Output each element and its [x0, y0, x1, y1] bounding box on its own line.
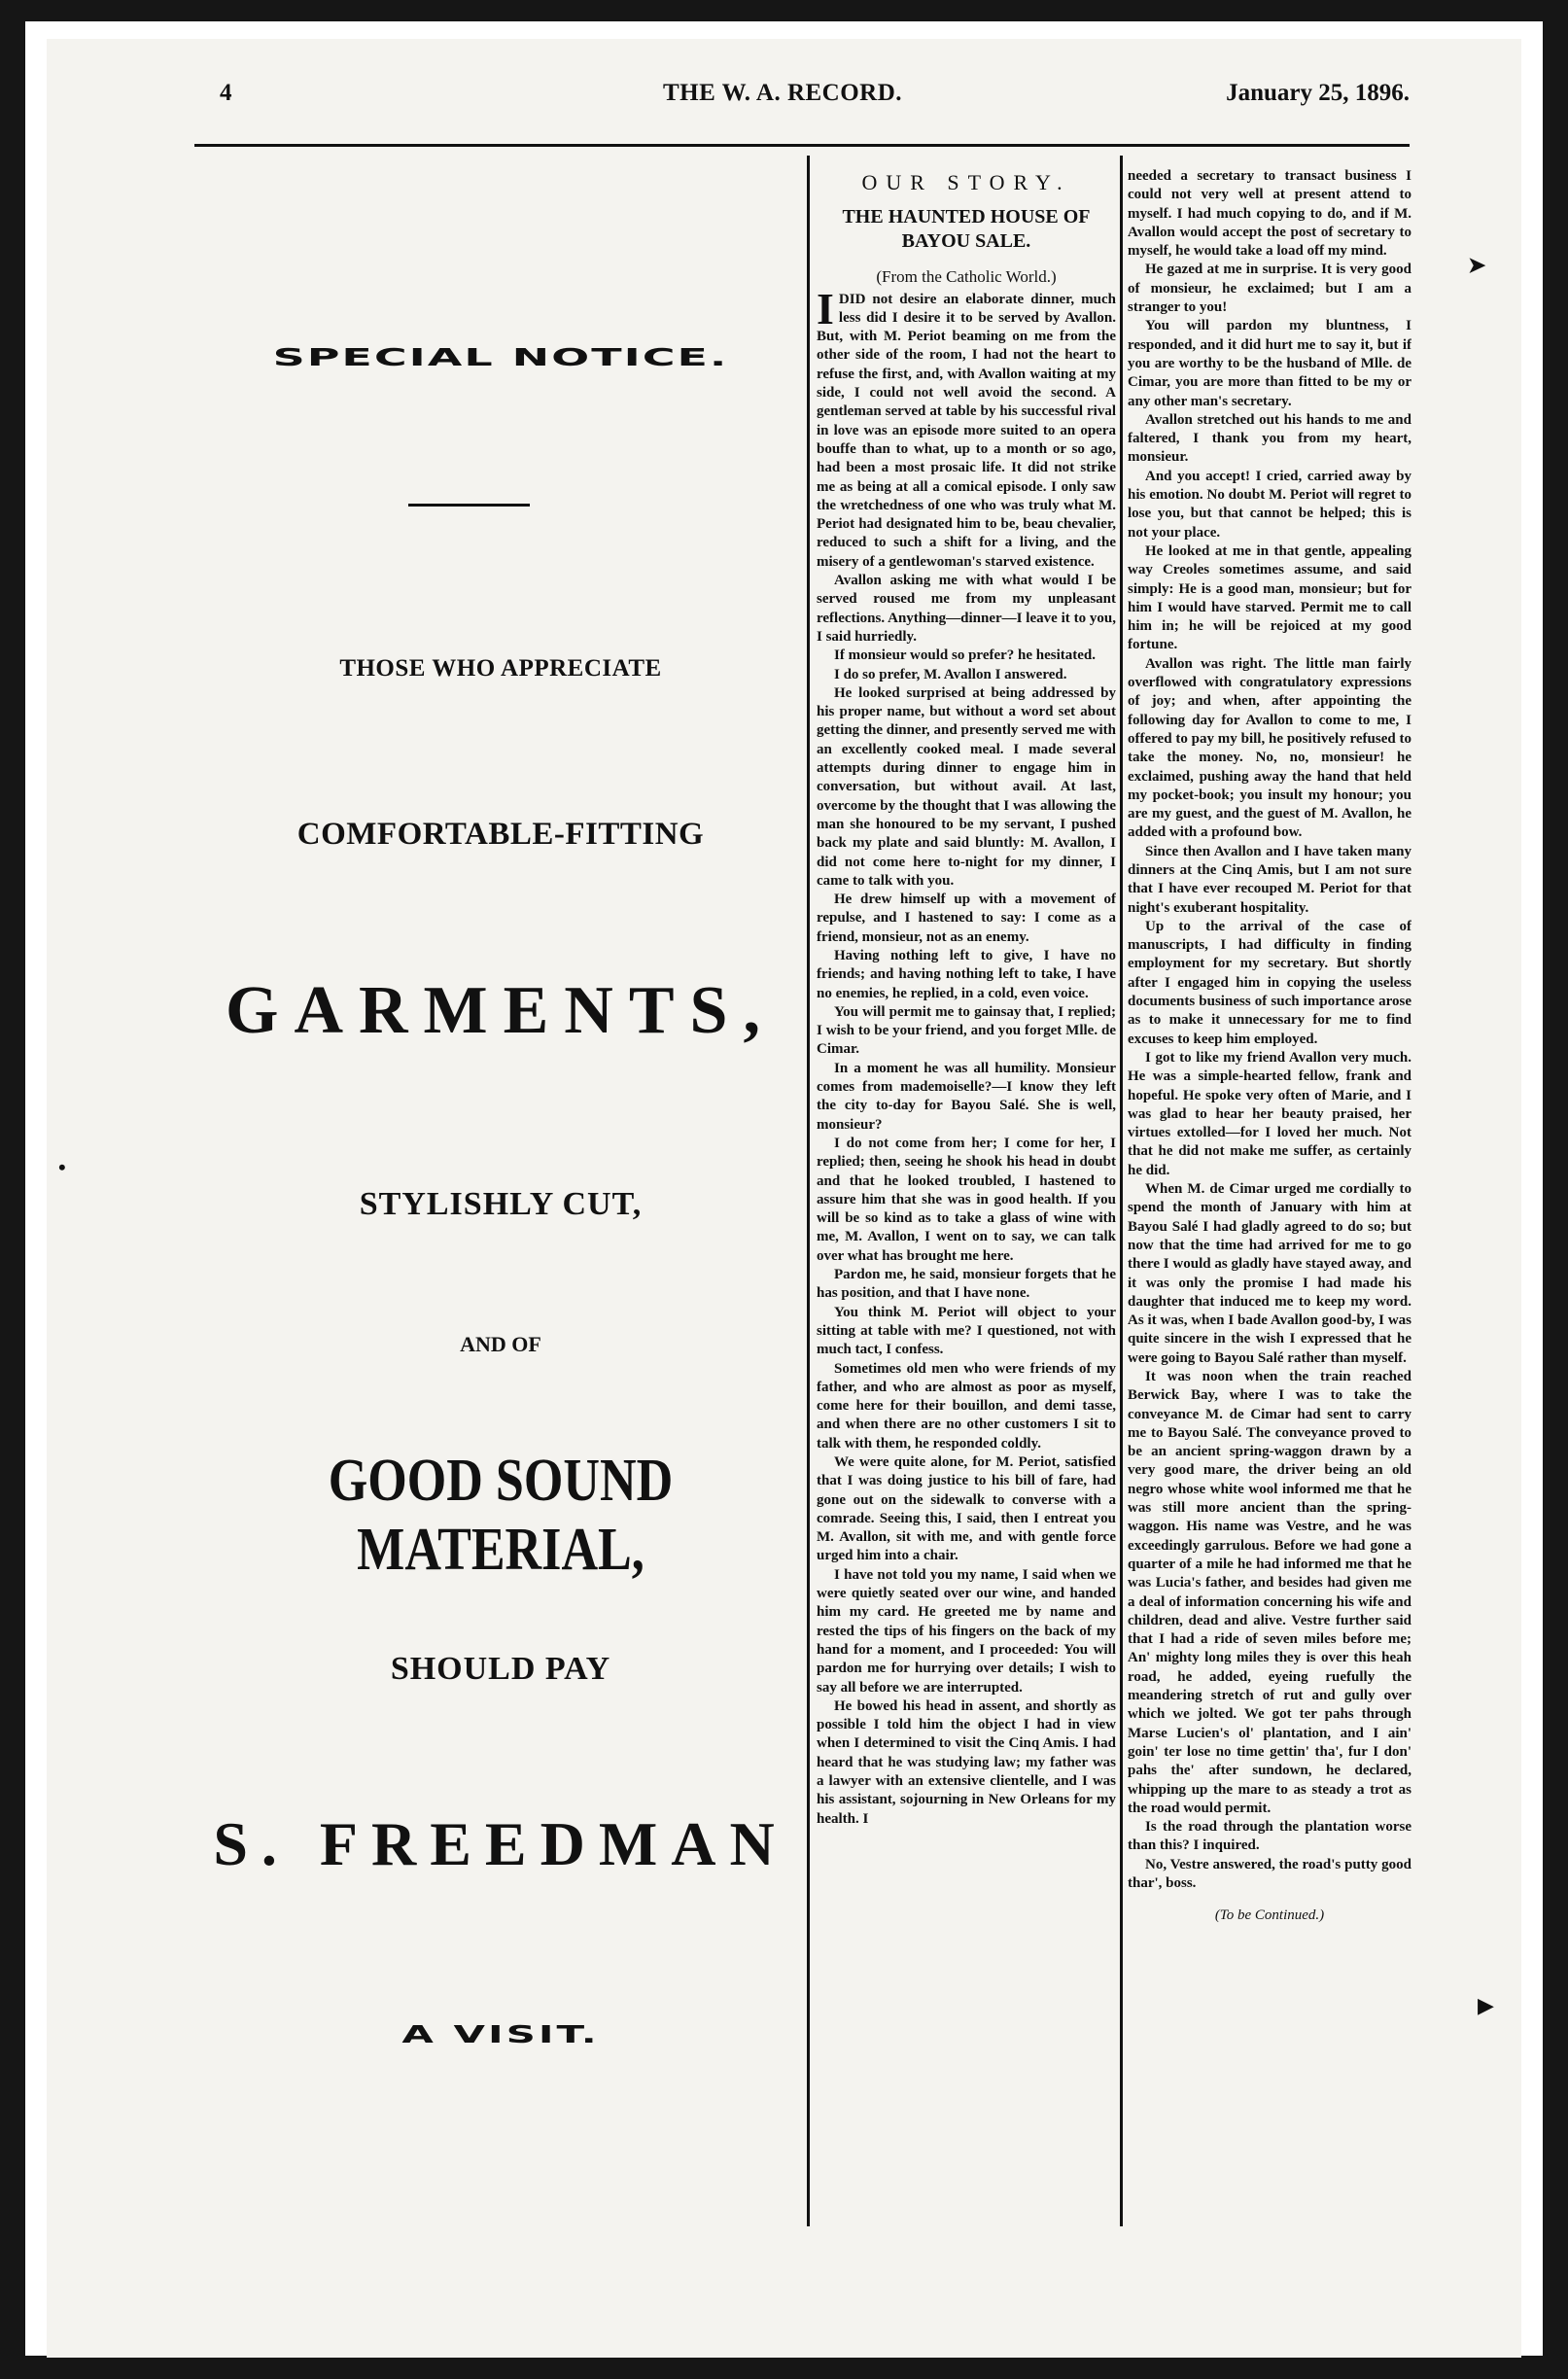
- story-paragraph: When M. de Cimar urged me cordially to spend the month of January with him at Bayou Salé I had gladly agreed to do so; but now that the time had arrived for me to go there I would as gladly have stayed away, and it was only the promise I had made his daughter that induced me to keep my word. As it was, when I bade Avallon good-by, I was quite sincere in the wish I expressed that he were going to Bayou Salé rather than myself.: [1128, 1181, 1411, 1366]
- page-number: 4: [220, 80, 232, 106]
- story-section-heading: OUR STORY.: [861, 170, 1071, 194]
- ad-line-stylishly: STYLISHLY CUT,: [359, 1186, 643, 1222]
- story-paragraph: Pardon me, he said, monsieur forgets that he has position, and that I have none.: [817, 1267, 1116, 1302]
- story-paragraph: It was noon when the train reached Berwick Bay, where I was to take the conveyance M. de Cimar had sent to carry me to Bayou Salé. The conveyance proved to be an ancient spring-waggon drawn by a very good mare, the driver being an old negro whose white wool informed me that he was still more ancient than the spring-waggon. His name was Vestre, and he was exceedingly garrulous. Before we had gone a quarter of a mile he had informed me that he was Lucia's father, and besides had given me a deal of information concerning his wife and children, dead and alive. Vestre further said that I had a ride of seven miles before me; An' mighty long miles they is over this heah road, he added, eyeing ruefully the meandering stretch of rut and gully over which we jolted. We got ter pahs through Marse Lucien's ol' plantation, and I ain' goin' ter lose no time gettin' tha', fur I don' pahs the' after sundown, he declared, whipping up the mare to as steady a trot as the road would permit.: [1128, 1369, 1411, 1816]
- story-paragraph: He bowed his head in assent, and shortly as possible I told him the object I had in view when I determined to visit the Cinq Amis. I had heard that he was studying law; my father was a lawyer with an extensive clientelle, and I was his assistant, sojourning in New Orleans for my health. I: [817, 1697, 1116, 1827]
- story-column-1: [817, 167, 1116, 2223]
- masthead: THE W. A. RECORD.: [662, 80, 903, 106]
- margin-mark-icon: ➤: [1468, 253, 1486, 277]
- story-paragraph: Is the road through the plantation worse than this? I inquired.: [1128, 1819, 1411, 1854]
- freedman-advertisement: [194, 156, 807, 2217]
- ad-line-freedman: S. FREEDMAN: [213, 1809, 788, 1878]
- story-paragraph: I have not told you my name, I said when we were quietly seated over our wine, and handed him my card. He greeted me by name and rested the tips of his fingers on the back of my hand for a moment, and I proceeded: You will pardon me for hurrying over details; I wish to say all before we are interrupted.: [817, 1566, 1116, 1696]
- story-paragraph: Avallon stretched out his hands to me and faltered, I thank you from my heart, monsieur.: [1128, 411, 1411, 466]
- column-rule-left: [807, 156, 810, 2226]
- story-paragraph: He looked at me in that gentle, appealing way Creoles sometimes assume, and said simply: He is a good man, monsieur; but for him I would have starved. Permit me to call him in; he will be rejoiced at my good fortune.: [1128, 542, 1411, 653]
- ad-line-and-of: AND OF: [460, 1332, 541, 1356]
- story-paragraph: Having nothing left to give, I have no friends; and having nothing left to take, I have no enemies, he replied, in a cold, even voice.: [817, 947, 1116, 1001]
- ad-line-garments: GARMENTS,: [226, 973, 776, 1048]
- story-source: (From the Catholic World.): [876, 267, 1057, 287]
- margin-mark-icon: ▶: [1478, 1993, 1494, 2017]
- ad-line-visit: A VISIT.: [401, 2019, 600, 2049]
- story-paragraph: I got to like my friend Avallon very much. He was a simple-hearted fellow, frank and hopeful. He spoke very often of Marie, and I was glad to hear her beauty praised, her virtues extolled—for I loved her much. Not that he did not make me suffer, as certainly he did.: [1128, 1049, 1411, 1178]
- special-notice-heading: SPECIAL NOTICE.: [272, 342, 729, 371]
- issue-date: January 25, 1896.: [1226, 80, 1410, 106]
- story-paragraph: Avallon was right. The little man fairly overflowed with congratulatory expressions of joy; and when, after appointing the following day for Avallon to come to me, I offered to pay my bill, he positively refused to take the money. No, no, monsieur! he exclaimed, pushing away the hand that held my pocket-book; you insult my honour; you are my guest, and the guest of M. Avallon, he added with a profound bow.: [1128, 655, 1411, 841]
- ad-line-good-sound: GOOD SOUND MATERIAL,: [328, 1448, 674, 1583]
- ad-line-comfortable: COMFORTABLE-FITTING: [296, 817, 705, 852]
- story-paragraph: In a moment he was all humility. Monsieur comes from mademoiselle?—I know they left the city to-day for Bayou Salé. She is well, monsieur?: [817, 1060, 1116, 1133]
- drop-cap: I: [817, 283, 834, 333]
- story-title: THE HAUNTED HOUSE OF BAYOU SALE.: [842, 206, 1091, 253]
- story-paragraph: You will permit me to gainsay that, I replied; I wish to be your friend, and you forget Mlle. de Cimar.: [817, 1003, 1116, 1058]
- story-paragraph: Since then Avallon and I have taken many dinners at the Cinq Amis, but I am not sure that I have ever recouped M. Periot for that night's exuberant hospitality.: [1128, 843, 1411, 916]
- story-paragraph: He drew himself up with a movement of repulse, and I hastened to say: I come as a friend, monsieur, not as an enemy.: [817, 892, 1116, 945]
- header-rule: [194, 144, 1410, 147]
- story-paragraph: needed a secretary to transact business I could not very well at present attend to myself. I had much copying to do, and if M. Avallon would accept the post of secretary to myself, he would take a load off my mind.: [1128, 168, 1411, 260]
- column-rule-right: [1120, 156, 1123, 2226]
- page-header: [156, 70, 1410, 119]
- story-paragraph: Sometimes old men who were friends of my father, and who are almost as poor as myself, come here for their bouillon, and demi tasse, and when there are no other customers I sit to talk with them, he responded coldly.: [817, 1360, 1116, 1452]
- ad-divider: [408, 504, 530, 507]
- to-be-continued: (To be Continued.): [1214, 1907, 1325, 1924]
- ad-line-appreciate: THOSE WHO APPRECIATE: [339, 655, 662, 682]
- story-paragraph: I do not come from her; I come for her, I replied; then, seeing he shook his head in doubt and that he looked troubled, I hastened to assure him that she was in good health. If you will be so kind as to take a glass of wine with me, M. Avallon, I went on to say, we can talk over what has brought me here.: [817, 1135, 1116, 1264]
- story-paragraph: Up to the arrival of the case of manuscripts, I had difficulty in finding employment for my secretary. But shortly after I engaged him in copying the useless documents business of such importance arose as to make it unnecessary for me to find excuses to keep him employed.: [1128, 918, 1411, 1047]
- story-paragraph: Avallon asking me with what would I be served roused me from my unpleasant reflections. Anything—dinner—I leave it to you, I said hurriedly.: [817, 573, 1116, 645]
- story-paragraph: I do so prefer, M. Avallon I answered.: [834, 666, 1067, 682]
- story-paragraph: We were quite alone, for M. Periot, satisfied that I was doing justice to his bill of fare, had gone out on the sidewalk to converse with a comrade. Seeing this, I said, then I entreat you M. Avallon, sit with me, and with gentle force urged him into a chair.: [817, 1454, 1116, 1564]
- story-paragraph: I DID not desire an elaborate dinner, much less did I desire it to be served by Avallon. But, with M. Periot beaming on me from the other side of the room, I had not the heart to refuse the first, and, with Avallon waiting at my side, I could not well avoid the second. A gentleman served at table by his successful rival in love was an episode more suited to an opera bouffe than to what, up to a month or so ago, had been a most prosaic life. It did not strike me as being at all a comical episode. I only saw the wretchedness of one who was truly what M. Periot had designated him to be, beau chevalier, reduced to such a shift for a living, and the misery of a gentlewoman's starved existence.: [817, 283, 1116, 570]
- story-paragraph: You think M. Periot will object to your sitting at table with me? I questioned, not with much tact, I confess.: [817, 1304, 1116, 1358]
- ad-line-should-pay: SHOULD PAY: [390, 1651, 611, 1687]
- story-paragraph: He looked surprised at being addressed by his proper name, but without a word set about getting the dinner, and presently served me with an excellently cooked meal. I made several attempts during dinner to engage him in conversation, but without avail. At last, overcome by the thought that I was allowing the man she honoured to be my servant, I pushed back my plate and said bluntly: M. Avallon, I did not come here to-night for my dinner, I came to talk with you.: [817, 684, 1116, 889]
- story-paragraph: He gazed at me in surprise. It is very good of monsieur, he exclaimed; but I am a stranger to you!: [1128, 262, 1411, 316]
- story-column-2: [1128, 167, 1411, 2223]
- story-paragraph: If monsieur would so prefer? he hesitated.: [834, 647, 1097, 664]
- story-paragraph: You will pardon my bluntness, I responded, and it did hurt me to say it, but if you are worthy to be the husband of Mlle. de Cimar, you are more than fitted to be my or any other man's secretary.: [1128, 318, 1411, 409]
- story-paragraph: And you accept! I cried, carried away by his emotion. No doubt M. Periot will regret to lose you, but that cannot be helped; this is not your place.: [1128, 468, 1411, 541]
- margin-mark-icon: •: [58, 1155, 66, 1179]
- story-paragraph: No, Vestre answered, the road's putty good thar', boss.: [1128, 1856, 1411, 1892]
